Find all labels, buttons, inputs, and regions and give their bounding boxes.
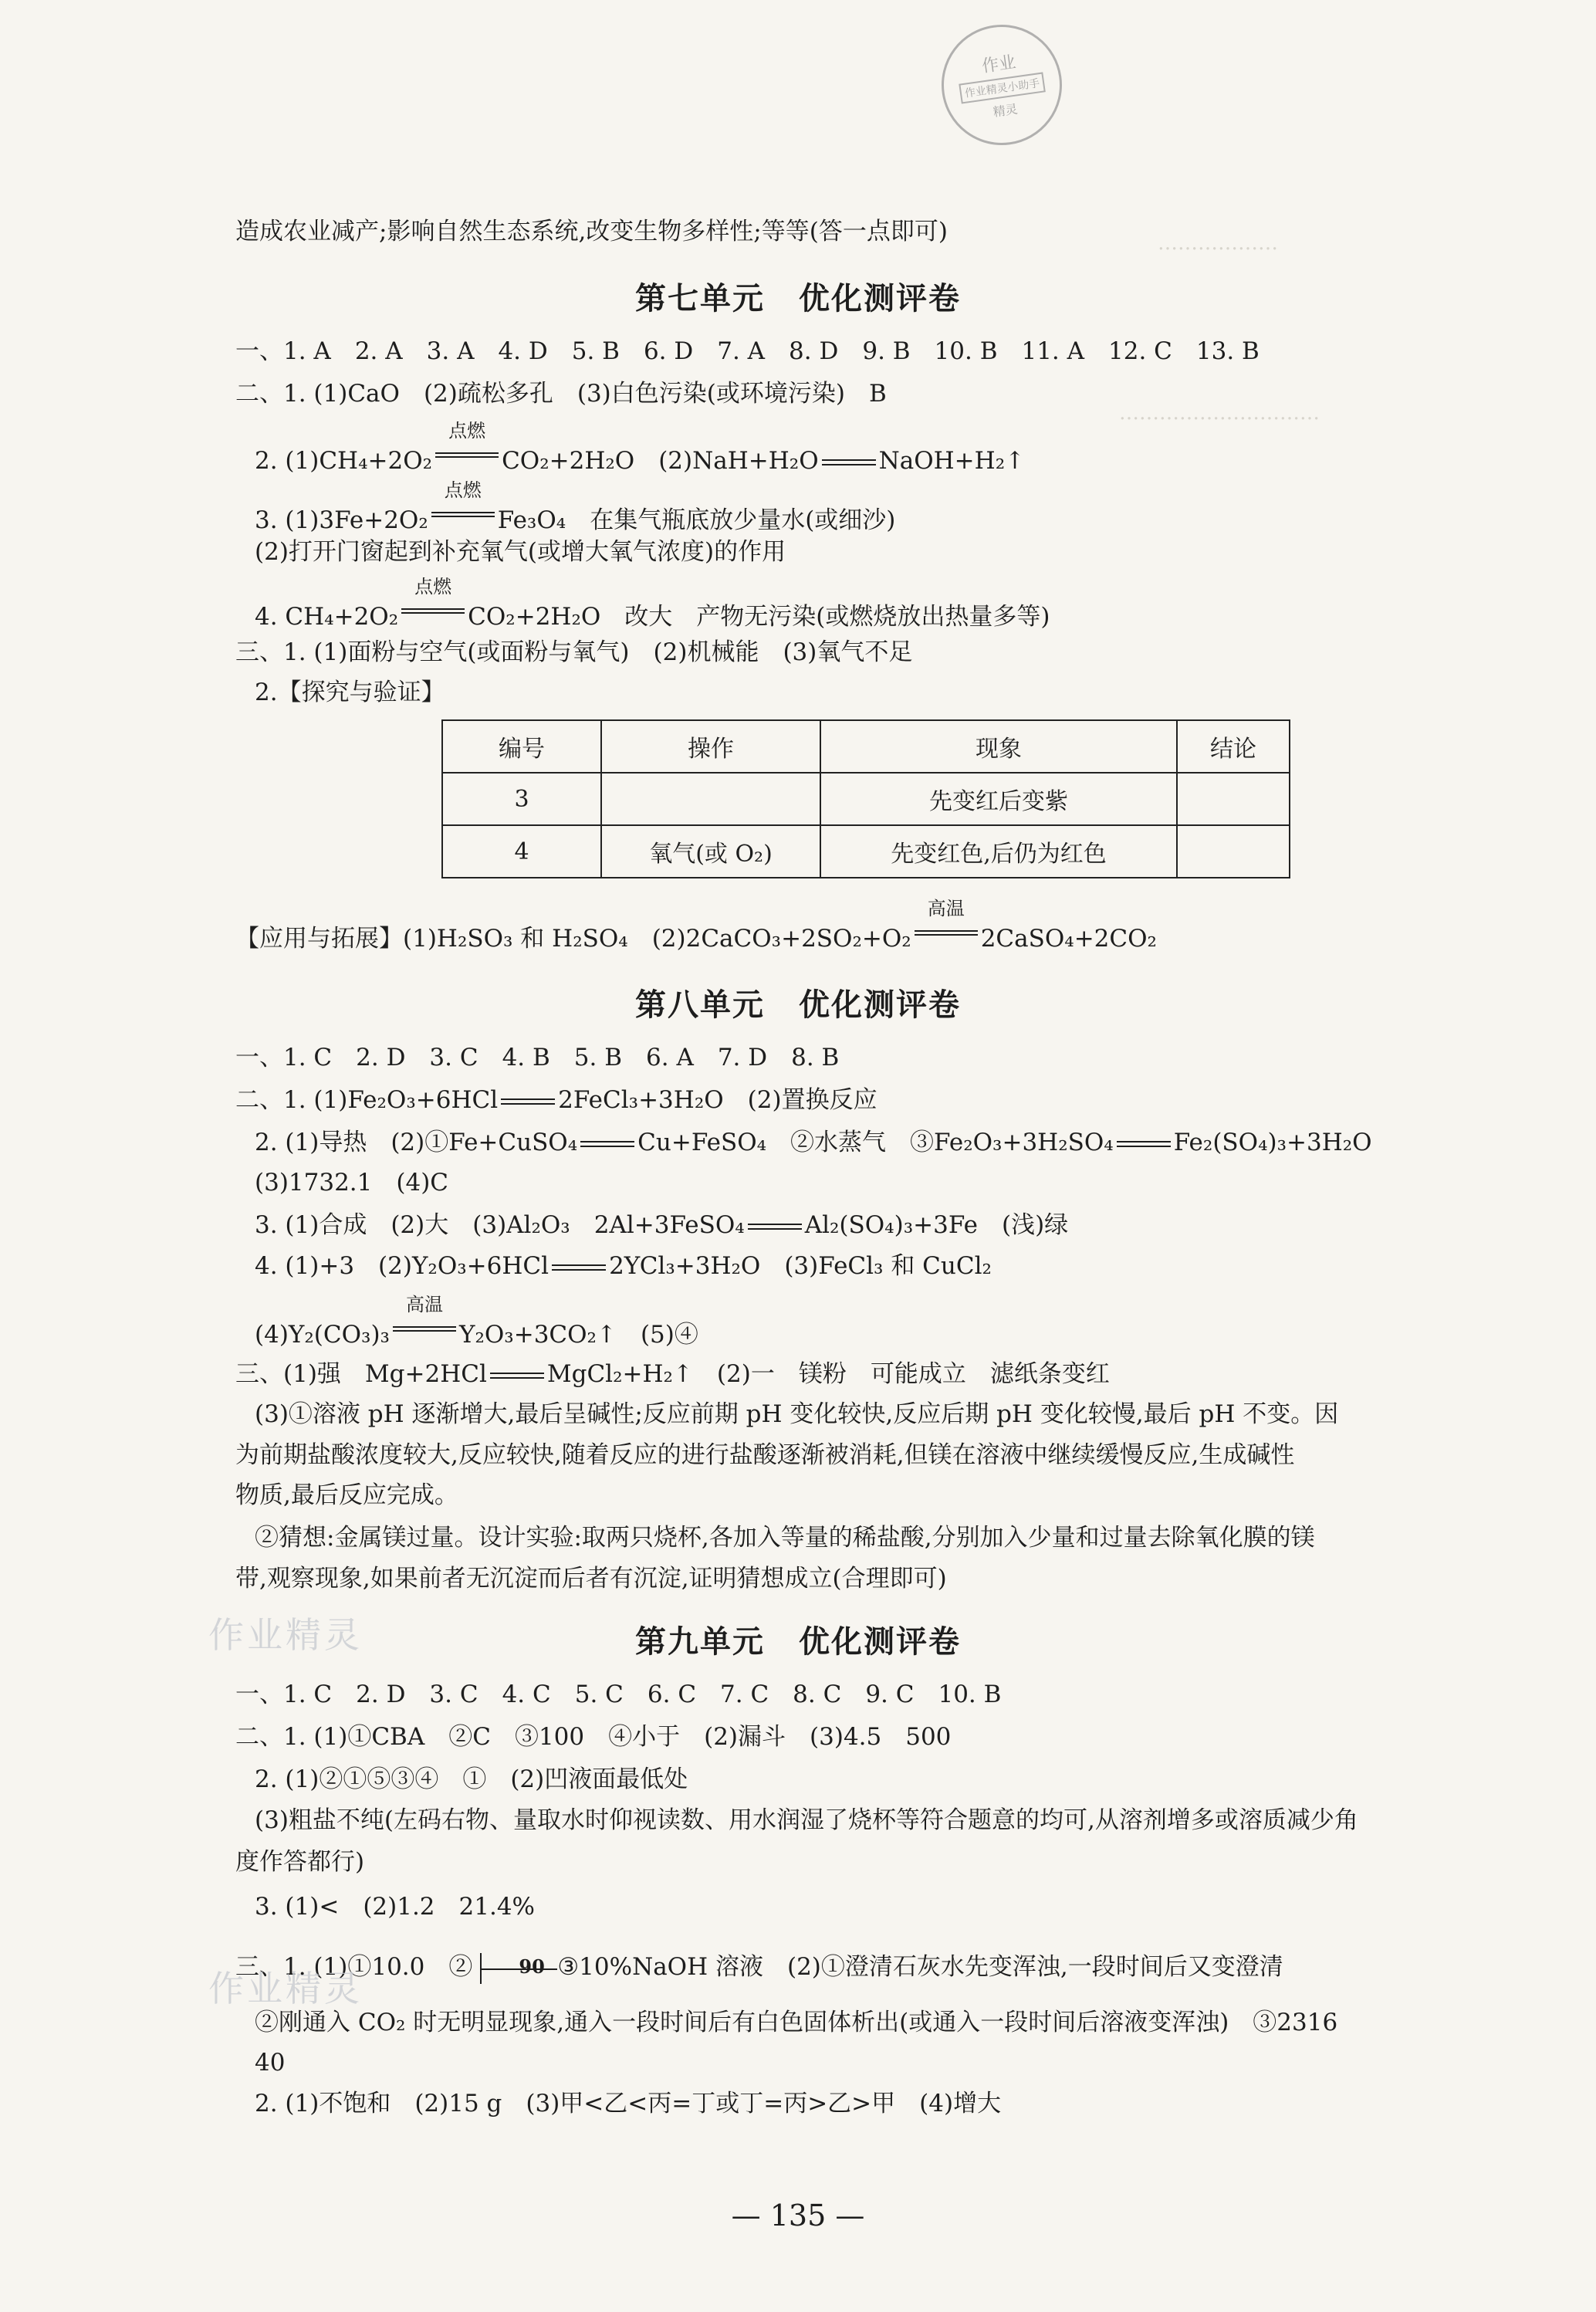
text-line: 度作答都行) — [235, 1848, 365, 1876]
text-line: ②猜想:金属镁过量。设计实验:取两只烧杯,各加入等量的稀盐酸,分别加入少量和过量去除氧化膜的镁 — [255, 1524, 1315, 1552]
data-table — [441, 719, 1290, 878]
equation-line: 【应用与拓展】(1)H₂SO₃ 和 H₂SO₄ (2)2CaCO₃+2SO₂+O₂ 高温 2CaSO₄+2CO₂ — [235, 898, 1157, 953]
table-header: 操作 — [601, 720, 820, 773]
text-line: 三、1. (1)①10.0 ② 90 ③10%NaOH 溶液 (2)①澄清石灰水先变浑浊,一段时间后又变澄清 — [235, 1951, 1283, 1984]
table-cell — [1177, 773, 1290, 825]
text-line: ②刚通入 CO₂ 时无明显现象,通入一段时间后有白色固体析出(或通入一段时间后溶液变浑浊) ③2316 — [255, 2009, 1338, 2036]
section-heading-unit7: 第七单元 优化测评卷 — [635, 281, 961, 317]
table-header: 结论 — [1177, 720, 1290, 773]
equation-line: 二、1. (1)Fe₂O₃+6HCl 2FeCl₃+3H₂O (2)置换反应 — [235, 1086, 877, 1114]
text-line: 带,观察现象,如果前者无沉淀而后者有沉淀,证明猜想成立(合理即可) — [235, 1565, 947, 1593]
equation-line: 2. (1)CH₄+2O₂ 点燃 CO₂+2H₂O (2)NaH+H₂O NaOH+H₂↑ — [255, 420, 1026, 475]
table-cell: 先变红色,后仍为红色 — [820, 825, 1177, 878]
equation-line: 4. (1)+3 (2)Y₂O₃+6HCl 2YCl₃+3H₂O (3)FeCl₃ 和 CuCl₂ — [255, 1252, 992, 1280]
reaction-condition: 点燃 — [431, 498, 495, 528]
text-line: 一、1. C 2. D 3. C 4. C 5. C 6. C 7. C 8. C 9. C 10. B — [235, 1681, 1002, 1708]
reaction-condition: 点燃 — [435, 438, 499, 469]
page: 作业 作业精灵小助手 精灵 ……………… ………………………… 造成农业减产;影响自然生态系统,改变生物多样性;等等(答一点即可) 第七单元 优化测评卷 一、1. A 2. A 3. A 4. D 5. B 6. D 7. A 8. D 9. B 10. B 11. A 12. C 13. B 二、1. (1)CaO (2)疏松多孔 (3)白色污染(或环境污染) B 2. (1)CH₄+2O₂ 点燃 CO₂+2H₂O (2)NaH+H₂O NaOH+H₂↑ 3. (1)3Fe+2O₂ 点燃 Fe₃O₄ 在集气瓶底放少量水(或细沙) (2)打开门窗起到补充氧气(或增大氧气浓度)的作用 4. CH₄+2O₂ 点燃 CO₂+2H₂O 改大 产物无污染(或燃烧放出热量多等) 三、1. (1)面粉与空气(或面粉与氧气) (2)机械能 (3)氧气不足 2.【探究与验证】 编号 操作 现象 结论 3 先变红后变紫 4 氧气(或 O₂) 先变红色,后仍为红色 【应用与拓展】(1)H₂SO₃ 和 H₂SO₄ (2)2CaCO₃+2SO₂+O₂ 高温 2CaSO₄+2CO₂ 第八单元 优化测评卷 一、1. C 2. D 3. C 4. B 5. B 6. A 7. D 8. B 二、1. (1)Fe₂O₃+6HCl 2FeCl₃+3H₂O (2)置换反应 2. (1)导热 (2)①Fe+CuSO₄ Cu+FeSO₄ ②水蒸气 ③Fe₂O₃+3H₂SO₄ Fe₂(SO₄)₃+3H₂O (3)1732.1 (4)C 3. (1)合成 (2)大 (3)Al₂O₃ 2Al+3FeSO₄ Al₂(SO₄)₃+3Fe (浅)绿 4. (1)+3 (2)Y₂O₃+6HCl 2YCl₃+3H₂O (3)FeCl₃ 和 CuCl₂ (4)Y₂(CO₃)₃ 高温 Y₂O₃+3CO₂↑ (5)④ 三、(1)强 Mg+2HCl MgCl₂+H₂↑ (2)一 镁粉 可能成立 滤纸条变红 (3)①溶液 pH 逐渐增大,最后呈碱性;反应前期 pH 变化较快,反应后期 pH 变化较慢,最后 pH 不变。因 为前期盐酸浓度较大,反应较快,随着反应的进行盐酸逐渐被消耗,但镁在溶液中继续缓慢反应,生成碱性 物质,最后反应完成。 ②猜想:金属镁过量。设计实验:取两只烧杯,各加入等量的稀盐酸,分别加入少量和过量去除氧化膜的镁 带,观察现象,如果前者无沉淀而后者有沉淀,证明猜想成立(合理即可) 作业精灵 第九单元 优化测评卷 一、1. C 2. D 3. C 4. C 5. C 6. C 7. C 8. C 9. C 10. B 二、1. (1)①CBA ②C ③100 ④小于 (2)漏斗 (3)4.5 500 2. (1)②①⑤③④ ① (2)凹液面最低处 (3)粗盐不纯(左码右物、量取水时仰视读数、用水润湿了烧杯等符合题意的均可,从溶剂增多或溶质减少角 度作答都行) 3. (1)< (2)1.2 21.4% 三、1. (1)①10.0 ② 90 ③10%NaOH 溶液 (2)①澄清石灰水先变浑浊,一段时间后又变澄清 作业精灵 ②刚通入 CO₂ 时无明显现象,通入一段时间后有白色固体析出(或通入一段时间后溶液变浑浊) ③2316 40 2. (1)不饱和 (2)15 g (3)甲<乙<丙=丁或丁=丙>乙>甲 (4)增大 — 135 — — [0, 0, 1596, 2312]
reaction-condition: 点燃 — [401, 594, 465, 625]
equation-line: 3. (1)合成 (2)大 (3)Al₂O₃ 2Al+3FeSO₄ Al₂(SO₄)₃+3Fe (浅)绿 — [255, 1211, 1069, 1239]
text-line: (3)1732.1 (4)C — [255, 1169, 449, 1197]
equation-line: 2. (1)导热 (2)①Fe+CuSO₄ Cu+FeSO₄ ②水蒸气 ③Fe₂O₃+3H₂SO₄ Fe₂(SO₄)₃+3H₂O — [255, 1129, 1372, 1156]
section-heading-unit8: 第八单元 优化测评卷 — [635, 987, 961, 1023]
equation-line: 4. CH₄+2O₂ 点燃 CO₂+2H₂O 改大 产物无污染(或燃烧放出热量多等) — [255, 576, 1050, 631]
text-line: 物质,最后反应完成。 — [235, 1481, 458, 1509]
equation-line: (4)Y₂(CO₃)₃ 高温 Y₂O₃+3CO₂↑ (5)④ — [255, 1294, 698, 1349]
text-line: 二、1. (1)①CBA ②C ③100 ④小于 (2)漏斗 (3)4.5 500 — [235, 1723, 952, 1751]
table-cell — [601, 773, 820, 825]
watermark: 作业精灵 — [208, 1968, 363, 2009]
reaction-condition: 高温 — [915, 916, 978, 946]
text-line: (3)粗盐不纯(左码右物、量取水时仰视读数、用水润湿了烧杯等符合题意的均可,从溶剂增多或溶质减少角 — [255, 1806, 1358, 1834]
text-line: 三、1. (1)面粉与空气(或面粉与氧气) (2)机械能 (3)氧气不足 — [235, 638, 913, 666]
text-line: 造成农业减产;影响自然生态系统,改变生物多样性;等等(答一点即可) — [235, 218, 948, 245]
reaction-condition: 高温 — [393, 1312, 456, 1342]
page-number: — 135 — — [731, 2199, 865, 2232]
table-cell: 3 — [442, 773, 601, 825]
text-line: 2.【探究与验证】 — [255, 679, 445, 706]
table-header-row — [442, 720, 1290, 773]
table-cell: 4 — [442, 825, 601, 878]
table-row — [442, 773, 1290, 825]
text-line: (2)打开门窗起到补充氧气(或增大氧气浓度)的作用 — [255, 538, 786, 566]
text-line: 为前期盐酸浓度较大,反应较快,随着反应的进行盐酸逐渐被消耗,但镁在溶液中继续缓慢反应,生成碱性 — [235, 1441, 1295, 1469]
table-cell: 氧气(或 O₂) — [601, 825, 820, 878]
table-header: 现象 — [820, 720, 1177, 773]
text-line: 二、1. (1)CaO (2)疏松多孔 (3)白色污染(或环境污染) B — [235, 380, 887, 408]
table-row — [442, 825, 1290, 878]
stamp-logo: 作业 作业精灵小助手 精灵 — [934, 17, 1070, 153]
text-line: 2. (1)②①⑤③④ ① (2)凹液面最低处 — [255, 1765, 688, 1793]
text-line: (3)①溶液 pH 逐渐增大,最后呈碱性;反应前期 pH 变化较快,反应后期 pH 变化较慢,最后 pH 不变。因 — [255, 1400, 1339, 1428]
table-cell — [1177, 825, 1290, 878]
equation-line: 三、(1)强 Mg+2HCl MgCl₂+H₂↑ (2)一 镁粉 可能成立 滤纸条变红 — [235, 1360, 1110, 1388]
section-heading-unit9: 第九单元 优化测评卷 — [635, 1624, 961, 1660]
text-line: 3. (1)< (2)1.2 21.4% — [255, 1893, 536, 1921]
measuring-scale-diagram: 90 — [472, 1953, 557, 1984]
table-header: 编号 — [442, 720, 601, 773]
text-line: 2. (1)不饱和 (2)15 g (3)甲<乙<丙=丁或丁=丙>乙>甲 (4)增大 — [255, 2090, 1002, 2117]
text-line: 一、1. A 2. A 3. A 4. D 5. B 6. D 7. A 8. D 9. B 10. B 11. A 12. C 13. B — [235, 337, 1260, 365]
text-line: 40 — [255, 2049, 286, 2077]
text-line: 一、1. C 2. D 3. C 4. B 5. B 6. A 7. D 8. B — [235, 1044, 840, 1071]
table-cell: 先变红后变紫 — [820, 773, 1177, 825]
watermark: 作业精灵 — [208, 1614, 363, 1656]
equation-line: 3. (1)3Fe+2O₂ 点燃 Fe₃O₄ 在集气瓶底放少量水(或细沙) — [255, 479, 896, 534]
